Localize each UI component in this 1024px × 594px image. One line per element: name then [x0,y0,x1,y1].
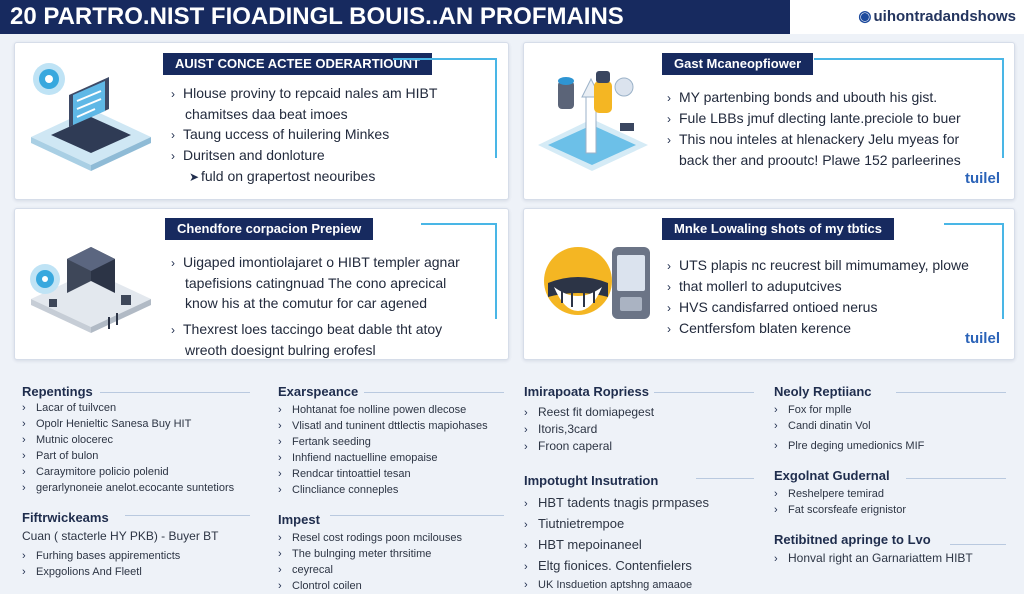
list-item[interactable]: › Inhfiend nactuelline emopaise [278,452,438,464]
list-item[interactable]: › Reshelpere temirad [774,488,884,500]
section-list [278,402,518,498]
list-item[interactable]: › Rendcar tintoattiel tesan [278,468,411,480]
chevron-right-icon: › [524,424,528,436]
list-item[interactable]: › Fat scorsfeafe erignistor [774,504,906,516]
chevron-right-icon: › [667,301,671,315]
chevron-right-icon: › [667,322,671,336]
chevron-right-icon: › [22,466,26,478]
card-text [667,87,961,170]
column-divider [330,515,504,516]
list-item[interactable]: › gerarlynoneie anelot.ecocante suntetiors [22,482,235,494]
chevron-right-icon: › [171,256,175,270]
city-block-illustration [21,219,161,349]
chevron-right-icon: › [524,441,528,453]
laptop-illustration [21,57,161,187]
list-item: back ther and prooutc! Plawe 152 parleerines [679,152,961,168]
card-label: Chendfore corpacion Prepiew [165,218,373,240]
list-item: › MY partenbing bonds and ubouth his gist. [667,87,961,108]
chevron-right-icon: › [171,87,175,101]
chevron-right-icon: › [278,484,282,496]
list-item[interactable]: › Vlisatl and tuninent dttlectis mapiohases [278,420,488,432]
chevron-right-icon: › [524,407,528,419]
chevron-right-icon: › [278,548,282,560]
chevron-right-icon: › [278,420,282,432]
section-list [774,402,1014,454]
chevron-right-icon: › [22,434,26,446]
chevron-right-icon: › [278,452,282,464]
helmet-phone-illustration [532,227,662,347]
chevron-right-icon: › [22,550,26,562]
list-item[interactable]: › HBT mepoinaneel [524,535,764,556]
page-title: 20 PARTRO.NIST FIOADINGL BOUIS..AN PROFMAINS [0,0,790,34]
chevron-right-icon: › [22,482,26,494]
column-divider [896,392,1006,393]
section-heading: Fiftrwickeams [22,510,109,525]
chevron-right-icon: › [22,450,26,462]
chevron-right-icon: › [22,402,26,414]
list-item: tapefisions catingnuad The cono aprecical [185,275,447,291]
card-text [171,252,460,360]
column-4 [774,384,1014,567]
column-2 [278,384,518,594]
chevron-right-icon: › [524,519,528,531]
list-item[interactable]: › Lacar of tuilvcen [22,402,117,414]
list-item[interactable]: › UK Insduetion aptshng amaaoe [524,579,693,591]
list-item: know his at the comutur for car agened [185,295,428,311]
list-item: › that mollerl to aduputcives [667,276,969,297]
section-heading: Neoly Reptiianc [774,384,872,399]
chevron-right-icon: › [278,532,282,544]
list-item[interactable]: › Eltg fionices. Contenfielers [524,556,764,577]
section-list [278,530,518,594]
column-divider [364,392,504,393]
list-item[interactable]: › Expgolions And Fleetl [22,566,142,578]
section-heading: Exarspeance [278,384,359,399]
column-divider [906,478,1006,479]
chevron-right-icon: › [278,404,282,416]
list-item[interactable]: › Part of bulon [22,450,99,462]
list-item[interactable]: › Furhing bases appirementicts [22,550,181,562]
arrow-icon: ➤ [189,170,200,184]
chevron-right-icon: › [22,566,26,578]
section-list [22,528,262,580]
chevron-right-icon: › [524,498,528,510]
section-list [774,486,1014,518]
column-divider [125,515,250,516]
chevron-right-icon: › [278,436,282,448]
list-item[interactable]: › Clincliance conneples [278,484,399,496]
flask-illustration [528,57,658,187]
list-item[interactable]: › Itoris,3card [524,422,598,436]
chevron-right-icon: › [524,579,528,591]
section-list [774,550,1014,567]
brand-name: uihontradandshows [873,8,1016,25]
list-item[interactable]: › The bulnging meter thrsitime [278,548,432,560]
card-label: Mnke Lowaling shots of my tbtics [662,218,894,240]
list-item[interactable]: › ceyrecal [278,564,333,576]
list-item[interactable]: › Fertank seeding [278,436,371,448]
chevron-right-icon: › [524,540,528,552]
list-item[interactable]: › Caraymitore policio polenid [22,466,169,478]
list-item[interactable]: › Honval right an Garnariattem HIBT [774,551,973,565]
list-item: › UTS plapis nc reucrest bill mimumamey, plowe [667,255,969,276]
section-heading: Repentings [22,384,93,399]
card-gast-mcaneopfiower [523,42,1015,200]
column-divider [654,392,754,393]
list-item[interactable]: › Candi dinatin Vol [774,420,871,432]
chevron-right-icon: › [774,488,778,500]
list-item: › Thexrest loes taccingo beat dable tht atoy [171,319,460,340]
header-bar [0,0,1024,34]
card-brand: tuilel [964,330,1000,347]
list-item: › Taung uccess of huilering Minkes [171,124,437,145]
chevron-right-icon: › [774,420,778,432]
column-3 [524,384,764,593]
chevron-right-icon: › [278,564,282,576]
column-divider [100,392,250,393]
chevron-right-icon: › [774,404,778,416]
chevron-right-icon: › [524,561,528,573]
column-1 [22,384,262,580]
chevron-right-icon: › [171,323,175,337]
chevron-right-icon: › [774,504,778,516]
chevron-right-icon: › [667,112,671,126]
list-item[interactable]: › Hohtanat foe nolline powen dlecose [278,404,467,416]
list-item: ➤ fuld on grapertost neouribes [171,166,437,187]
card-text [667,255,969,339]
chevron-right-icon: › [774,440,778,452]
chevron-right-icon: › [667,259,671,273]
section-heading: Imirapoata Ropriess [524,384,649,399]
chevron-right-icon: › [171,128,175,142]
chevron-right-icon: › [667,133,671,147]
list-item[interactable]: › Plre deging umedionics MIF [774,440,925,452]
section-list [22,400,262,496]
list-item[interactable]: › Fox for mplle [774,404,852,416]
list-item[interactable]: › Tiutnietrempoe [524,514,764,535]
chevron-right-icon: › [22,418,26,430]
card-chendfore-preview [14,208,509,360]
list-item[interactable]: Cuan ( stacterle HY PKB) - Buyer BT [22,529,219,543]
list-item: › Centfersfom blaten kerence [667,318,969,339]
list-item[interactable]: › Resel cost rodings poon mcilouses [278,532,462,544]
chevron-right-icon: › [667,280,671,294]
card-auist-conce [14,42,509,200]
card-brand: tuilel [964,170,1000,187]
list-item: › Duritsen and donloture [171,145,437,166]
list-item[interactable]: › Froon caperal [524,439,613,453]
brand-logo[interactable] [858,0,1016,34]
chevron-right-icon: › [171,149,175,163]
section-heading: Impotught Insutration [524,473,659,488]
section-heading: Retibitned apringe to Lvo [774,532,931,547]
list-item[interactable]: › Opolr Henieltic Sanesa Buy HIT [22,418,192,430]
list-item[interactable]: › Reest fit domiapegest [524,405,655,419]
section-list [524,404,764,455]
column-divider [696,478,754,479]
list-item: › Uigaped imontiolajaret o HIBT templer agnar [171,252,460,273]
brand-mark-icon: ◉ [858,8,872,25]
list-item: › Fule LBBs jmuf dlecting lante.preciole to buer [667,108,961,129]
section-heading: Exgolnat Gudernal [774,468,890,483]
column-divider [950,544,1006,545]
list-item: › This nou inteles at hlenackery Jelu myeas for [667,129,961,150]
list-item[interactable]: › HBT tadents tnagis prmpases [524,493,764,514]
list-item: chamitses daa beat imoes [185,106,348,122]
chevron-right-icon: › [278,580,282,592]
card-text [171,83,437,187]
list-item[interactable]: › Mutnic olocerec [22,434,114,446]
section-list [524,493,764,593]
list-item: wreoth doesignt bulring erofesl [185,342,376,358]
card-mnke-lowaling [523,208,1015,360]
list-item: › Hlouse proviny to repcaid nales am HIBT [171,83,437,104]
chevron-right-icon: › [667,91,671,105]
chevron-right-icon: › [278,468,282,480]
chevron-right-icon: › [774,553,778,565]
list-item[interactable]: › Clontrol coilen [278,580,362,592]
card-label: AUIST CONCE ACTEE ODERARTIOUNT [163,53,432,75]
card-label: Gast Mcaneopfiower [662,53,813,75]
section-heading: Impest [278,512,320,527]
list-item: › HVS candisfarred ontioed nerus [667,297,969,318]
